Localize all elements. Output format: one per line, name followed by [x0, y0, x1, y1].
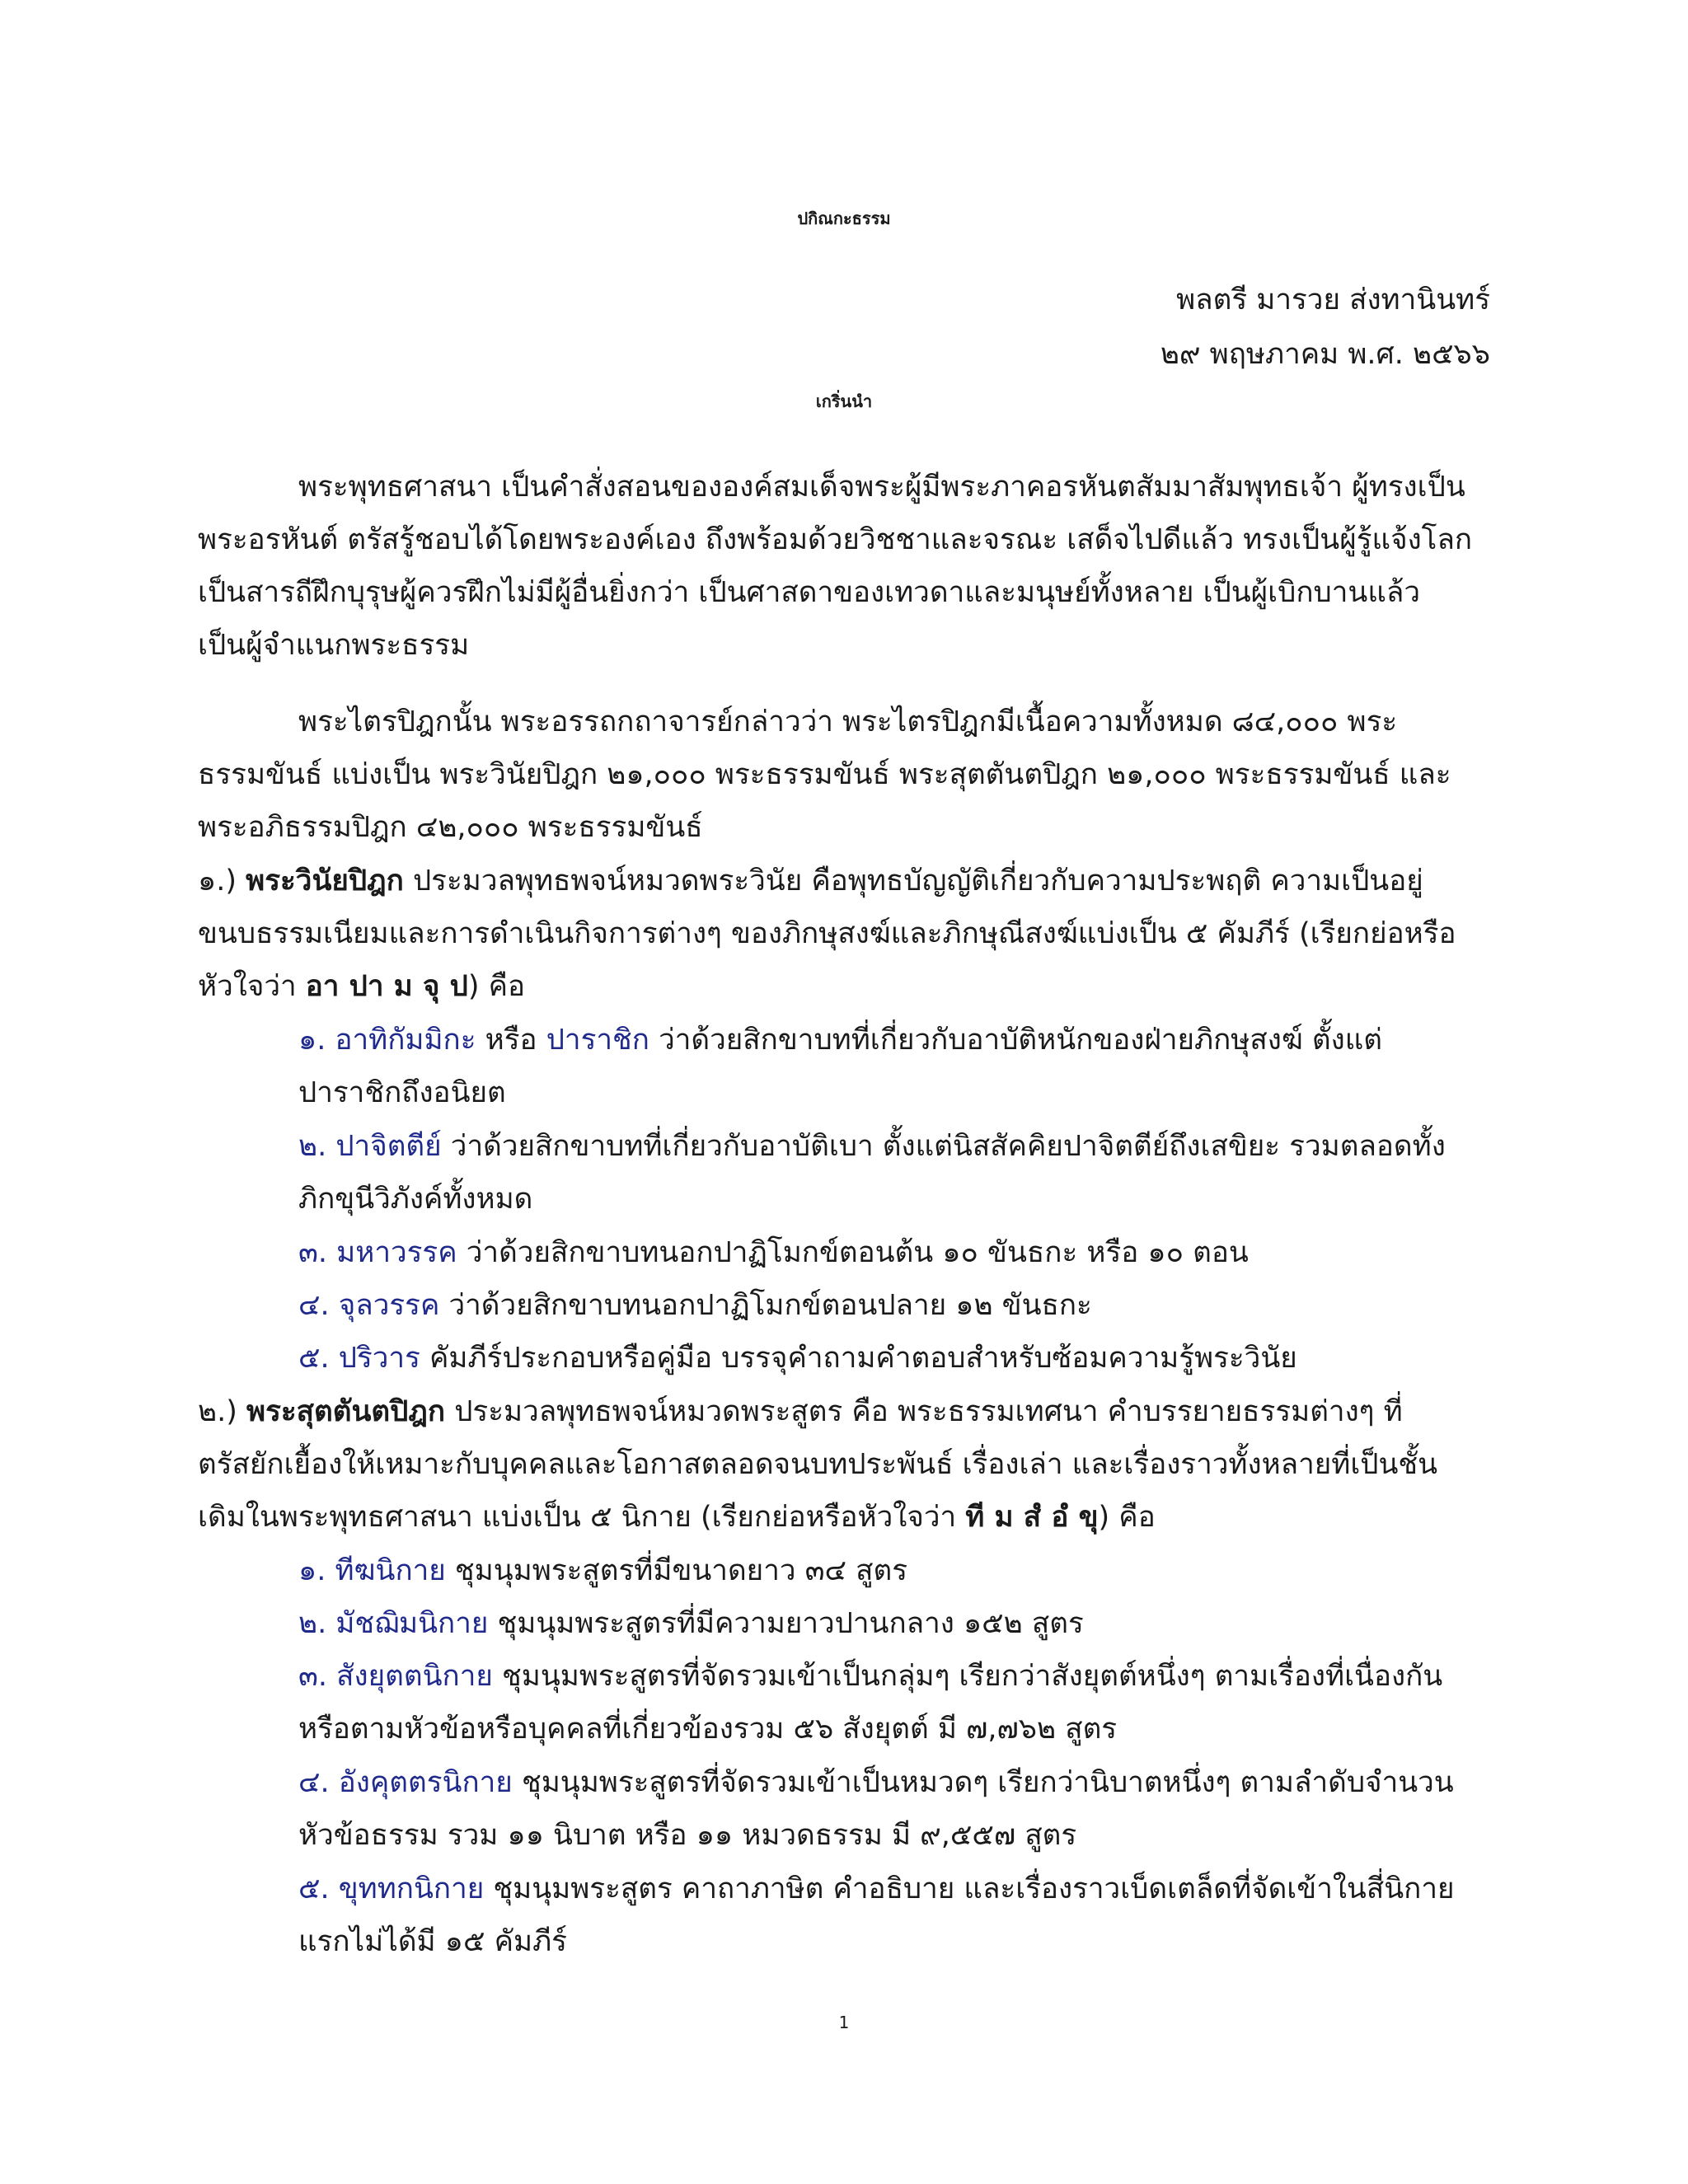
tripitaka-line-2: ธรรมขันธ์ แบ่งเป็น พระวินัยปิฎก ๒๑,๐๐๐ พระธรรมขันธ์ พระสุตตันตปิฎก ๒๑,๐๐๐ พระธรรมขันธ์ และ: [198, 758, 1451, 791]
sutta-mnemonic: ที ม สํ อํ ขุ: [965, 1501, 1099, 1534]
section-heading: เกริ่นนำ: [815, 391, 873, 411]
sutta-heading: พระสุตตันตปิฎก: [246, 1395, 446, 1428]
item-desc: ชุมนุมพระสูตร คาถาภาษิต คำอธิบาย และเรื่องราวเบ็ดเตล็ดที่จัดเข้าในสี่นิกาย: [484, 1872, 1455, 1905]
date-line: ๒๙ พฤษภาคม พ.ศ. ๒๕๖๖: [1160, 338, 1490, 371]
vinaya-mnemonic-post: ) คือ: [467, 970, 526, 1003]
list-item: [298, 1872, 1455, 1908]
tripitaka-line-1: พระไตรปิฎกนั้น พระอรรถกถาจารย์กล่าวว่า พระไตรปิฎกมีเนื้อความทั้งหมด ๘๔,๐๐๐ พระ: [298, 705, 1398, 738]
list-item: [298, 1606, 1084, 1643]
item-desc: ชุมนุมพระสูตรที่จัดรวมเข้าเป็นกลุ่มๆ เรียกว่าสังยุตต์หนึ่งๆ ตามเรื่องที่เนื่องกัน: [492, 1660, 1443, 1693]
vinaya-mnemonic-pre: หัวใจว่า: [198, 970, 306, 1003]
sutta-line-1: [198, 1394, 1403, 1431]
item-desc: ว่าด้วยสิกขาบทนอกปาฏิโมกข์ตอนต้น ๑๐ ขันธกะ หรือ ๑๐ ตอน: [457, 1236, 1249, 1269]
sutta-line-2: ตรัสยักเยื้องให้เหมาะกับบุคคลและโอกาสตลอดจนบทประพันธ์ เรื่องเล่า และเรื่องราวทั้งหลายที่เป็นชั้น: [198, 1448, 1438, 1481]
list-item: [298, 1554, 907, 1590]
author-line: พลตรี มารวย ส่งทานินทร์: [1176, 284, 1490, 316]
item-name: ๔. จุลวรรค: [298, 1289, 440, 1322]
vinaya-mnemonic: อา ปา ม จุ ป: [305, 970, 468, 1003]
vinaya-line-2: ขนบธรรมเนียมและการดำเนินกิจการต่างๆ ของภิกษุสงฆ์และภิกษุณีสงฆ์แบ่งเป็น ๕ คัมภีร์ (เรียกย่อหรือ: [198, 917, 1456, 950]
vinaya-desc: ประมวลพุทธพจน์หมวดพระวินัย คือพุทธบัญญัติเกี่ยวกับความประพฤติ ความเป็นอยู่: [403, 865, 1423, 898]
item-name: ๑. ทีฆนิกาย: [298, 1554, 446, 1587]
item-desc: ว่าด้วยสิกขาบทนอกปาฏิโมกข์ตอนปลาย ๑๒ ขันธกะ: [439, 1289, 1092, 1322]
item-name: ๓. มหาวรรค: [298, 1236, 457, 1269]
sutta-number: ๒.): [198, 1395, 237, 1428]
list-item: [298, 1235, 1249, 1272]
list-item: [298, 1129, 1446, 1165]
item-desc: ว่าด้วยสิกขาบทที่เกี่ยวกับอาบัติหนักของฝ่ายภิกษุสงฆ์ ตั้งแต่: [649, 1024, 1383, 1057]
vinaya-number: ๑.): [198, 865, 237, 898]
list-item: [298, 1765, 1454, 1802]
sutta-line-3: [198, 1500, 1156, 1536]
item-desc: ชุมนุมพระสูตรที่จัดรวมเข้าเป็นหมวดๆ เรียกว่านิบาตหนึ่งๆ ตามลำดับจำนวน: [512, 1766, 1454, 1799]
item-name: ๓. สังยุตตนิกาย: [298, 1660, 493, 1693]
item-name: ๕. ปริวาร: [298, 1342, 420, 1375]
item-name: ๒. ปาจิตตีย์: [298, 1130, 442, 1163]
list-item: [298, 1659, 1442, 1695]
item-desc: ว่าด้วยสิกขาบทที่เกี่ยวกับอาบัติเบา ตั้งแต่นิสสัคคิยปาจิตตีย์ถึงเสขิยะ รวมตลอดทั้ง: [441, 1130, 1446, 1163]
page-number: 1: [838, 2013, 850, 2032]
item-name: ๑. อาทิกัมมิกะ: [298, 1024, 476, 1057]
intro-line-2: พระอรหันต์ ตรัสรู้ชอบได้โดยพระองค์เอง ถึงพร้อมด้วยวิชชาและจรณะ เสด็จไปดีแล้ว ทรงเป็นผู้รู้แจ้งโลก: [198, 523, 1473, 556]
list-item: [298, 1023, 1382, 1059]
item-desc: คัมภีร์ประกอบหรือคู่มือ บรรจุคำถามคำตอบสำหรับซ้อมความรู้พระวินัย: [420, 1342, 1297, 1375]
list-item-cont: หรือตามหัวข้อหรือบุคคลที่เกี่ยวข้องรวม ๕๖ สังยุตต์ มี ๗,๗๖๒ สูตร: [298, 1713, 1118, 1746]
vinaya-line-1: [198, 864, 1423, 900]
list-item-cont: ภิกขุนีวิภังค์ทั้งหมด: [298, 1183, 533, 1216]
item-desc: ชุมนุมพระสูตรที่มีขนาดยาว ๓๔ สูตร: [445, 1554, 908, 1587]
sutta-mnemonic-post: ) คือ: [1098, 1501, 1156, 1534]
tripitaka-line-3: พระอภิธรรมปิฎก ๔๒,๐๐๐ พระธรรมขันธ์: [198, 811, 703, 844]
vinaya-line-3: [198, 969, 525, 1005]
list-item: [298, 1341, 1297, 1377]
list-item: [298, 1288, 1092, 1324]
item-name: ๔. อังคุตตรนิกาย: [298, 1766, 513, 1799]
intro-line-1: พระพุทธศาสนา เป็นคำสั่งสอนขององค์สมเด็จพระผู้มีพระภาคอรหันตสัมมาสัมพุทธเจ้า ผู้ทรงเป็น: [298, 471, 1465, 504]
item-name: ๒. มัชฌิมนิกาย: [298, 1607, 489, 1640]
intro-line-3: เป็นสารถีฝึกบุรุษผู้ควรฝึกไม่มีผู้อื่นยิ่งกว่า เป็นศาสดาของเทวดาและมนุษย์ทั้งหลาย เป็นผู้เบิกบานแล้ว: [198, 576, 1421, 609]
item-desc: ชุมนุมพระสูตรที่มีความยาวปานกลาง ๑๕๒ สูตร: [488, 1607, 1084, 1640]
sutta-mnemonic-pre: เดิมในพระพุทธศาสนา แบ่งเป็น ๕ นิกาย (เรียกย่อหรือหัวใจว่า: [198, 1501, 966, 1534]
list-item-cont: ปาราชิกถึงอนิยต: [298, 1076, 506, 1109]
vinaya-heading: พระวินัยปิฎก: [246, 865, 404, 898]
list-item-cont: แรกไม่ได้มี ๑๕ คัมภีร์: [298, 1925, 567, 1958]
sutta-desc: ประมวลพุทธพจน์หมวดพระสูตร คือ พระธรรมเทศนา คำบรรยายธรรมต่างๆ ที่: [445, 1395, 1403, 1428]
intro-line-4: เป็นผู้จำแนกพระธรรม: [198, 629, 470, 662]
item-name-alt: ปาราชิก: [546, 1024, 649, 1057]
item-name: ๕. ขุททกนิกาย: [298, 1872, 485, 1905]
document-title: ปกิณกะธรรม: [797, 209, 891, 228]
list-item-cont: หัวข้อธรรม รวม ๑๑ นิบาต หรือ ๑๑ หมวดธรรม มี ๙,๕๕๗ สูตร: [298, 1819, 1077, 1852]
item-connector: หรือ: [476, 1024, 546, 1057]
